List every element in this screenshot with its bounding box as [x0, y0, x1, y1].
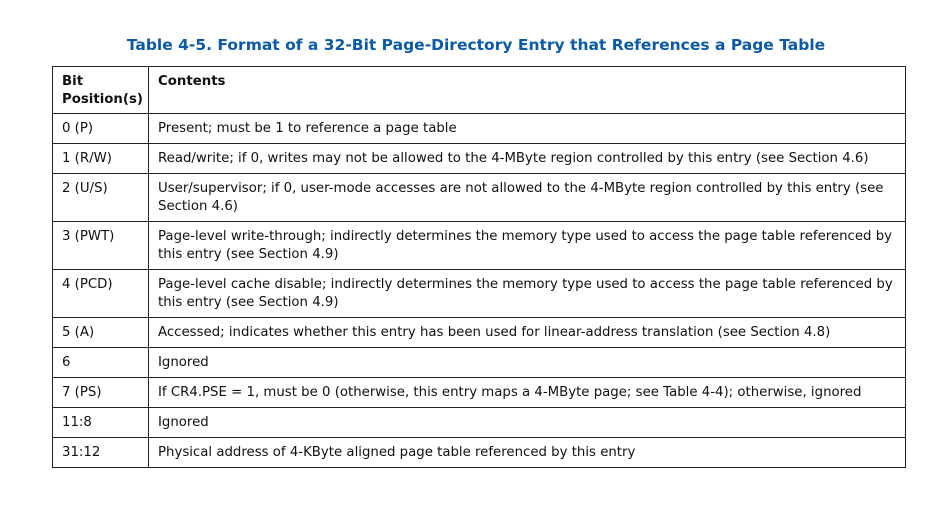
contents-cell: If CR4.PSE = 1, must be 0 (otherwise, this entry maps a 4-MByte page; see Table 4-4); otherwise, ignored — [149, 378, 906, 408]
bit-position-cell: 2 (U/S) — [53, 174, 149, 222]
contents-cell: Ignored — [149, 408, 906, 438]
contents-cell: Present; must be 1 to reference a page table — [149, 114, 906, 144]
header-contents: Contents — [149, 67, 906, 114]
bit-position-cell: 3 (PWT) — [53, 222, 149, 270]
bit-position-cell: 6 — [53, 348, 149, 378]
table-row — [53, 378, 906, 408]
contents-cell: Accessed; indicates whether this entry has been used for linear-address translation (see Section 4.8) — [149, 318, 906, 348]
contents-cell: Ignored — [149, 348, 906, 378]
contents-cell: Read/write; if 0, writes may not be allowed to the 4-MByte region controlled by this entry (see Section 4.6) — [149, 144, 906, 174]
contents-cell: Page-level cache disable; indirectly determines the memory type used to access the page table referenced by this entry (see Section 4.9) — [149, 270, 906, 318]
bit-position-cell: 0 (P) — [53, 114, 149, 144]
table-row — [53, 270, 906, 318]
table-row — [53, 408, 906, 438]
table-row — [53, 174, 906, 222]
page-directory-entry-table — [52, 66, 906, 468]
contents-cell: Physical address of 4-KByte aligned page table referenced by this entry — [149, 438, 906, 468]
table-row — [53, 318, 906, 348]
header-bit-line2: Position(s) — [62, 92, 143, 107]
table-row — [53, 222, 906, 270]
table-header-row — [53, 67, 906, 114]
table-row — [53, 348, 906, 378]
bit-position-cell: 5 (A) — [53, 318, 149, 348]
bit-position-cell: 31:12 — [53, 438, 149, 468]
table-row — [53, 438, 906, 468]
table-caption: Table 4-5. Format of a 32-Bit Page-Directory Entry that References a Page Table — [126, 36, 826, 54]
bit-position-cell: 11:8 — [53, 408, 149, 438]
header-bit-positions — [53, 67, 149, 114]
table-row — [53, 144, 906, 174]
bit-position-cell: 4 (PCD) — [53, 270, 149, 318]
table-row — [53, 114, 906, 144]
contents-cell: User/supervisor; if 0, user-mode accesses are not allowed to the 4-MByte region controlled by this entry (see Section 4.6) — [149, 174, 906, 222]
header-bit-line1: Bit — [62, 74, 84, 89]
bit-position-cell: 1 (R/W) — [53, 144, 149, 174]
bit-position-cell: 7 (PS) — [53, 378, 149, 408]
contents-cell: Page-level write-through; indirectly determines the memory type used to access the page table referenced by this entry (see Section 4.9) — [149, 222, 906, 270]
